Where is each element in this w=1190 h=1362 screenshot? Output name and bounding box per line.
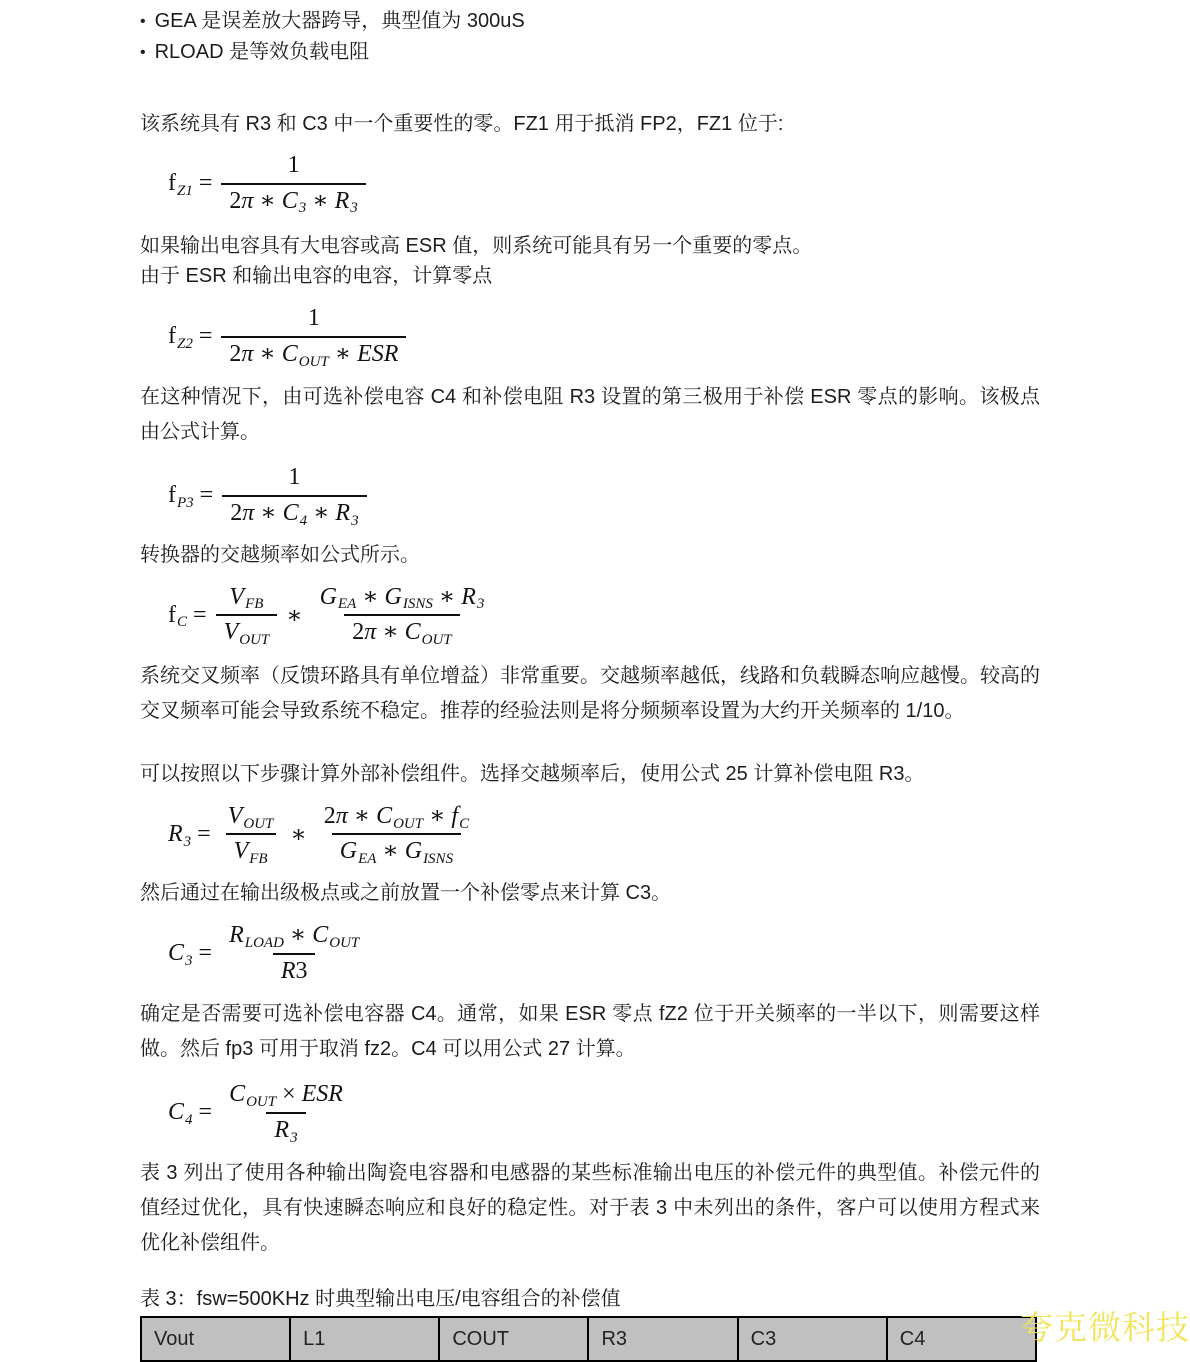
formula-fz2: $f_{Z2}$ = $\frac{1}{2\pi ∗ C_{OUT} ∗ ESR}$ — [168, 305, 1040, 368]
header-cell-vout: Vout — [141, 1317, 290, 1361]
paragraph-third-pole: 在这种情况下，由可选补偿电容 C4 和补偿电阻 R3 设置的第三极用于补偿 ESR 零点的影响。该极点由公式计算。 — [140, 386, 1040, 444]
paragraph-system-zero: 该系统具有 R3 和 C3 中一个重要性的零。FZ1 用于抵消 FP2，FZ1 位于: — [140, 113, 784, 135]
table-header-row — [141, 1317, 1036, 1361]
formula-fp3: $f_{P3}$ = $\frac{1}{2\pi ∗ C_4 ∗ R_3}$ — [168, 464, 1040, 527]
formula-c4: $C_4$ = $\frac{C_{OUT} \times ESR}{R_3}$ — [168, 1081, 343, 1146]
bullet-dot-icon: • — [140, 44, 146, 61]
bullet-item-gea — [140, 6, 1040, 37]
bullet-text-gea: GEA 是误差放大器跨导，典型值为 300uS — [154, 10, 525, 32]
watermark: 夸克微科技 — [1020, 1309, 1190, 1346]
formula-fc: $f_C$ = $\frac{V_{FB}}{V_{OUT}}$ ∗ $\frac{G_{EA} ∗ G_{ISNS} ∗ R_3}{2\pi ∗ C_{OUT}}$ — [168, 583, 485, 648]
paragraph-c3-calc: 然后通过在输出级极点或之前放置一个补偿零点来计算 C3。 — [140, 881, 672, 904]
bullet-dot-icon: • — [140, 13, 146, 30]
paragraph-crossover-importance: 系统交叉频率（反馈环路具有单位增益）非常重要。交越频率越低，线路和负载瞬态响应越慢。较高的交叉频率可能会导致系统不稳定。推荐的经验法则是将分频频率设置为大约开关频率的 1/10。 — [140, 664, 1040, 722]
paragraph-crossover: 转换器的交越频率如公式所示。 — [140, 543, 420, 566]
formula-r3: $R_3$ = $\frac{V_{OUT}}{V_{FB}}$ ∗ $\frac{2\pi ∗ C_{OUT} ∗ f_C}{G_{EA} ∗ G_{ISNS}}$ — [168, 802, 470, 868]
header-cell-cout: COUT — [439, 1317, 588, 1361]
paragraph-steps: 可以按照以下步骤计算外部补偿组件。选择交越频率后，使用公式 25 计算补偿电阻 R3。 — [140, 762, 925, 785]
paragraph-c4-need: 确定是否需要可选补偿电容器 C4。通常，如果 ESR 零点 fZ2 位于开关频率的一半以下，则需要这样做。然后 fp3 可用于取消 fz2。C4 可以用公式 27 计算。 — [140, 1003, 1040, 1061]
header-cell-c3: C3 — [738, 1317, 887, 1361]
paragraph-esr-zero-1: 如果输出电容具有大电容或高 ESR 值，则系统可能具有另一个重要的零点。 — [140, 235, 813, 258]
compensation-table — [140, 1316, 1037, 1362]
bullet-list — [140, 6, 1040, 68]
header-cell-r3: R3 — [588, 1317, 737, 1361]
table-caption: 表 3：fsw=500KHz 时典型输出电压/电容组合的补偿值 — [140, 1288, 621, 1311]
formula-fz1: $f_{Z1}$ = $\frac{1}{2\pi ∗ C_3 ∗ R_3}$ — [168, 152, 1040, 215]
bullet-item-rload — [140, 37, 1040, 68]
paragraph-table-intro: 表 3 列出了使用各种输出陶瓷电容器和电感器的某些标准输出电压的补偿元件的典型值。补偿元件的值经过优化，具有快速瞬态响应和良好的稳定性。对于表 3 中未列出的条件，客户可以使用方程式来优化补偿组件。 — [140, 1162, 1040, 1255]
header-cell-l1: L1 — [290, 1317, 439, 1361]
formula-c3: $C_3$ = $\frac{R_{LOAD} ∗ C_{OUT}}{R3}$ — [168, 921, 360, 984]
paragraph-esr-zero-2: 由于 ESR 和输出电容的电容，计算零点 — [140, 265, 493, 288]
bullet-text-rload: RLOAD 是等效负载电阻 — [154, 41, 370, 63]
header-cell-c4: C4 — [887, 1317, 1036, 1361]
